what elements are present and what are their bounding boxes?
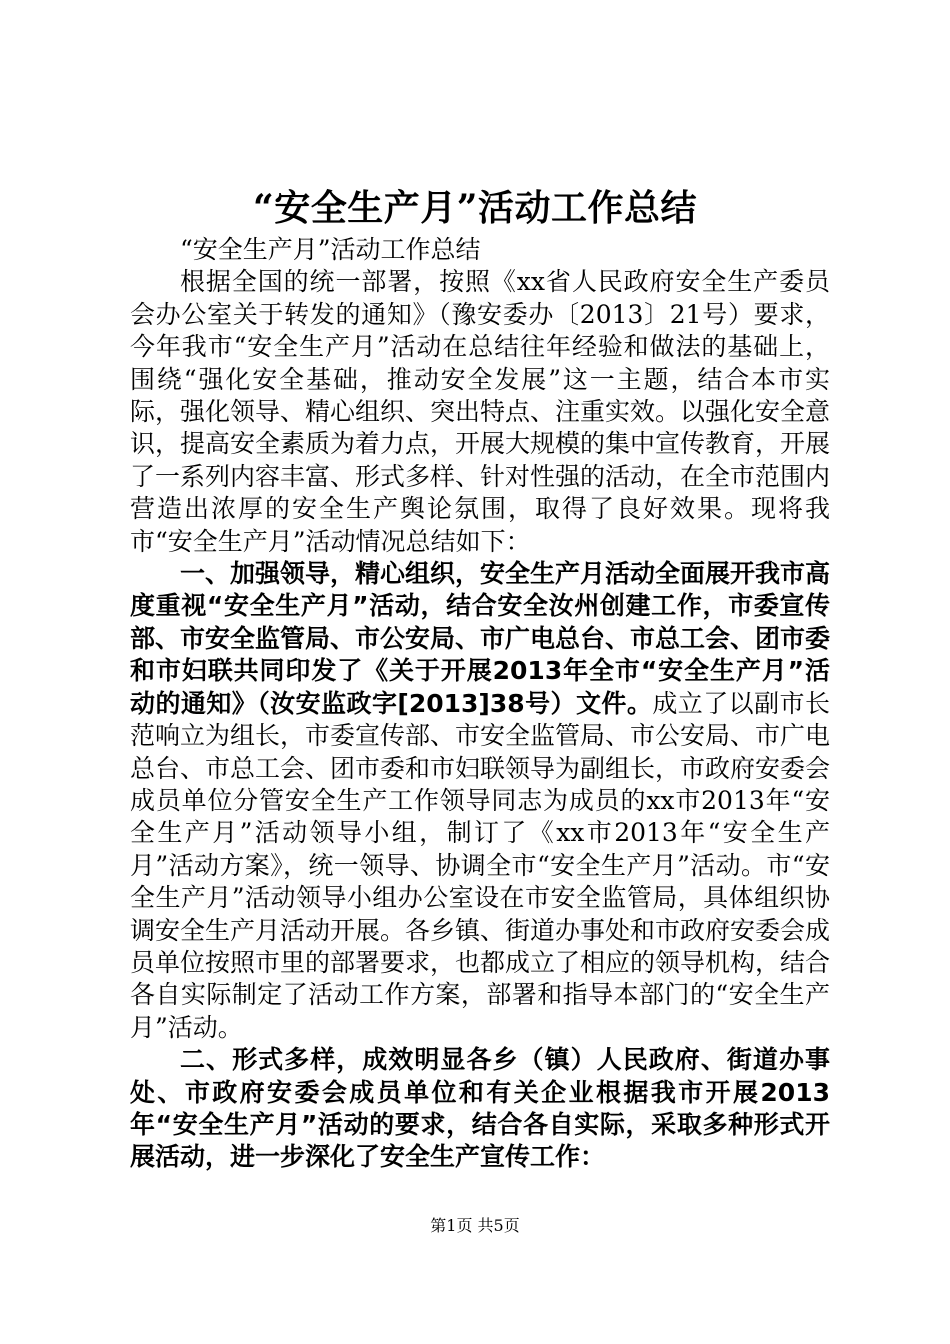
subtitle-paragraph: “安全生产月”活动工作总结 <box>180 235 481 264</box>
section-one-normal-text: 成立了以副市长范响立为组长，市委宣传部、市安全监管局、市公安局、市广电总台、市总工会、团市委和市妇联领导为副组长，市政府安委会成员单位分管安全生产工作领导同志为成员的xx市2013年“安全生产月”活动领导小组，制订了《xx市2013年“安全生产月”活动方案》，统一领导、协调全市“安全生产月”活动。市“安全生产月”活动领导小组办公室设在市安全监管局，具体组织协调安全生产月活动开展。各乡镇、街道办事处和市政府安委会成员单位按照市里的部署要求，也都成立了相应的领导机构，结合各自实际制定了活动工作方案，部署和指导本部门的“安全生产月”活动。 <box>130 688 831 1042</box>
document-title: “安全生产月”活动工作总结 <box>253 187 697 229</box>
section-two-bold-text: 二、形式多样，成效明显各乡（镇）人民政府、街道办事处、市政府安委会成员单位和有关企业根据我市开展2013年“安全生产月”活动的要求，结合各自实际，采取多种形式开展活动，进一步深化了安全生产宣传工作： <box>130 1045 830 1172</box>
section-one-bold-text: 一、加强领导，精心组织，安全生产月活动全面展开我市高度重视“安全生产月”活动，结合安全汝州创建工作，市委宣传部、市安全监管局、市公安局、市广电总台、市总工会、团市委和市妇联共同印发了《关于开展2013年全市“安全生产月”活动的通知》（汝安监政字[2013]38号）文件。 <box>130 559 831 718</box>
section-one-paragraph <box>130 558 830 1044</box>
document-body <box>130 234 830 1174</box>
page-footer: 第1页 共5页 <box>430 1216 520 1235</box>
intro-paragraph: 根据全国的统一部署，按照《xx省人民政府安全生产委员会办公室关于转发的通知》（豫安委办〔2013〕21号）要求，今年我市“安全生产月”活动在总结往年经验和做法的基础上，围绕“强化安全基础，推动安全发展”这一主题，结合本市实际，强化领导、精心组织、突出特点、注重实效。以强化安全意识，提高安全素质为着力点，开展大规模的集中宣传教育，开展了一系列内容丰富、形式多样、针对性强的活动，在全市范围内营造出浓厚的安全生产舆论氛围，取得了良好效果。现将我市“安全生产月”活动情况总结如下： <box>130 267 831 556</box>
section-two-paragraph <box>130 1044 830 1174</box>
